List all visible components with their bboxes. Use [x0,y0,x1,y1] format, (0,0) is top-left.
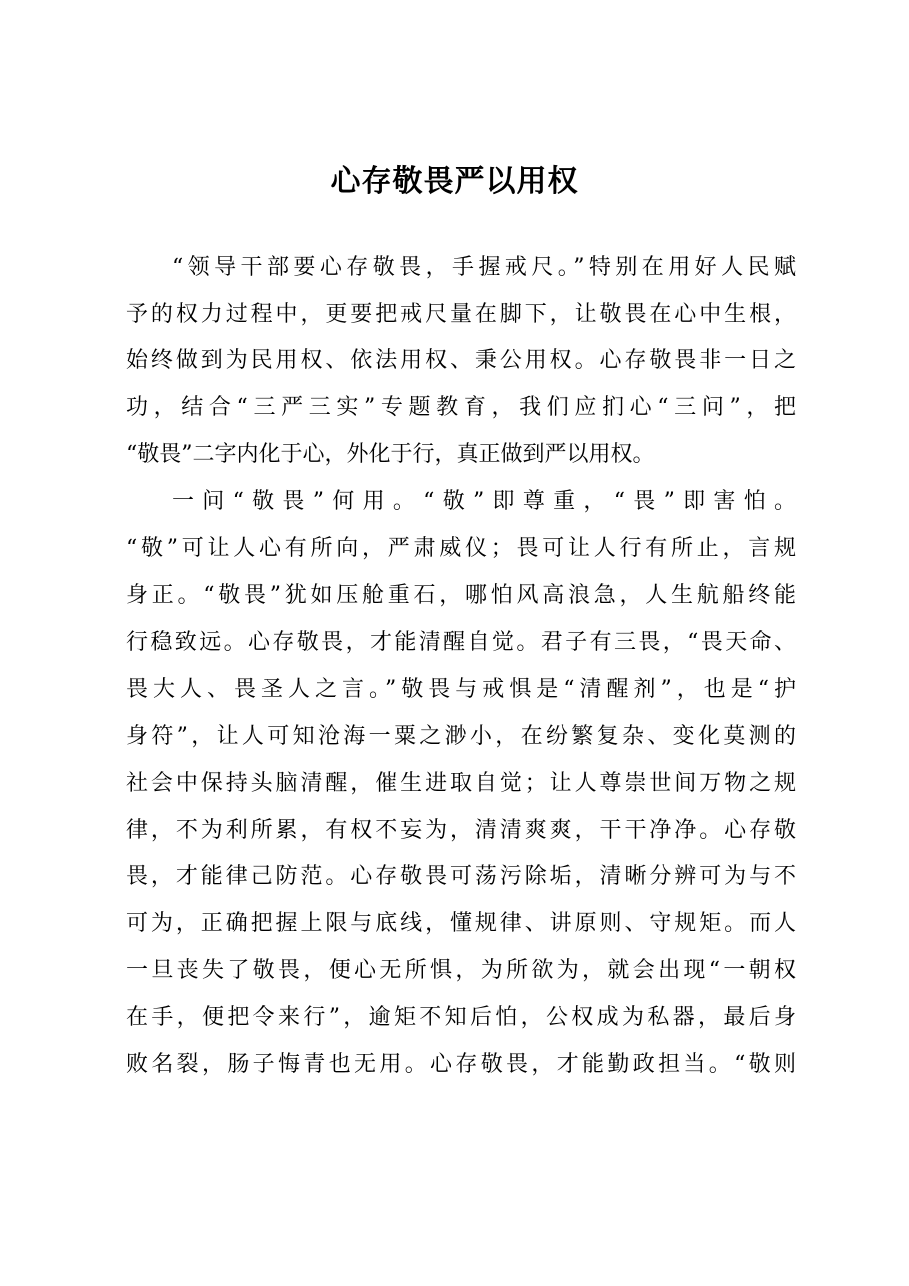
paragraph-line: 一问“敬畏”何用。“敬”即尊重，“畏”即害怕。 [172,489,796,514]
paragraph-line: 一旦丧失了敬畏，便心无所惧，为所欲为，就会出现“一朝权 [126,958,796,983]
paragraph-line: 功，结合“三严三实”专题教育，我们应扪心“三问”，把 [126,395,796,420]
paragraph-line: 予的权力过程中，更要把戒尺量在脚下，让敬畏在心中生根， [126,302,796,327]
paragraph-line: 畏大人、畏圣人之言。”敬畏与戒惧是“清醒剂”，也是“护 [126,677,796,702]
paragraph-line: “领导干部要心存敬畏，手握戒尺。”特别在用好人民赋 [172,255,796,280]
paragraph-line: 始终做到为民用权、依法用权、秉公用权。心存敬畏非一日之 [126,348,796,373]
paragraph-line: 身正。“敬畏”犹如压舱重石，哪怕风高浪急，人生航船终能 [126,583,796,608]
paragraph-line: 律，不为利所累，有权不妄为，清清爽爽，干干净净。心存敬 [126,818,796,843]
paragraph-line: 可为，正确把握上限与底线，懂规律、讲原则、守规矩。而人 [126,911,796,936]
paragraph-line: “敬”可让人心有所向，严肃威仪；畏可让人行有所止，言规 [126,536,796,561]
paragraph-line: “敬畏”二字内化于心，外化于行，真正做到严以用权。 [126,442,655,467]
paragraph-line: 行稳致远。心存敬畏，才能清醒自觉。君子有三畏，“畏天命、 [126,630,796,655]
paragraph-line: 社会中保持头脑清醒，催生进取自觉；让人尊崇世间万物之规 [126,771,796,796]
paragraph-line: 畏，才能律己防范。心存敬畏可荡污除垢，清晰分辨可为与不 [126,864,796,889]
paragraph-line: 在手，便把令来行”，逾矩不知后怕，公权成为私器，最后身 [126,1005,796,1030]
paragraph-line: 身符”，让人可知沧海一粟之渺小，在纷繁复杂、变化莫测的 [126,724,796,749]
paragraph-line: 败名裂，肠子悔青也无用。心存敬畏，才能勤政担当。“敬则 [126,1052,796,1077]
document-title: 心存敬畏严以用权 [330,164,579,199]
